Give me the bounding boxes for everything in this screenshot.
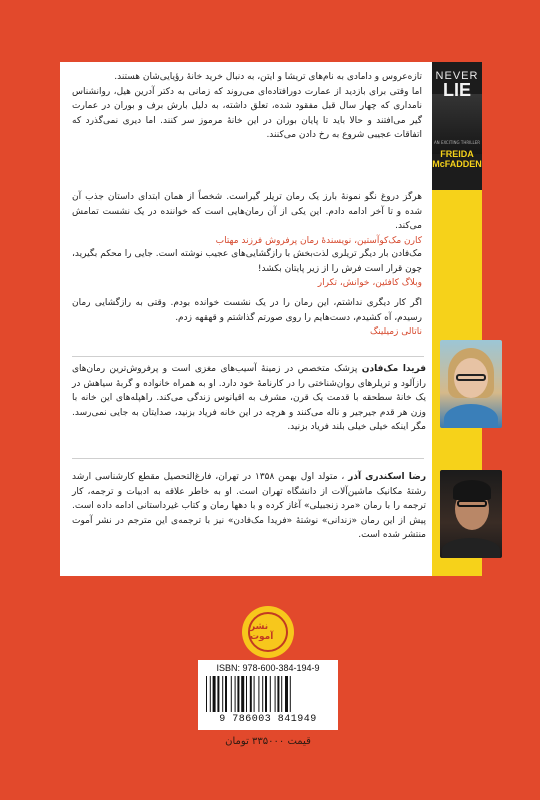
author-bio [72,362,426,435]
cover-author-line1: FREIDA [440,149,474,159]
translator-shirt [442,538,500,558]
review-source: کارن مک‌کوآستین، نویسندهٔ رمان پرفروش فرزند مهتاب [215,235,422,246]
review-2 [72,247,422,291]
cover-title-line1: NEVER [435,70,479,82]
review-text: هرگز دروغ نگو نمونهٔ بارز یک رمان تریلر گیراست. شخصاً از همان ابتدای داستان جذب آن شده و تا آخر ادامه دادم. این یکی از آن رمان‌هایی است که خواننده در یک نشست تمامش می‌کند. [72,192,422,232]
author-bio-text: پزشک متخصص در زمینهٔ آسیب‌های مغزی است و پرفروش‌ترین رمان‌های رازآلود و تریلرهای روان‌شناختی را در کارنامهٔ خود دارد. او به همراه خانواده و گربهٔ سیاهش در یک خانهٔ سطحقه با قدمت یک قرن، مشرف به اقیانوس زندگی می‌کند. راهپله‌های این خانه با وزن هر قدم جیرجیر و ناله می‌کنند و هرچه در این خانه فریاد بزنید، صدایتان به جایی نمی‌رسد. مگر اینکه خیلی خیلی بلند فریاد بزنید. [72,364,426,433]
review-1 [72,190,422,248]
barcode-icon [206,676,330,712]
price-label: قیمت ۳۳۵۰۰۰ تومان [225,736,311,747]
section-divider [72,356,424,357]
section-divider [72,458,424,459]
cover-author-line2: McFADDEN [432,159,482,169]
cover-title-line2: LIE [442,80,471,100]
synopsis [72,70,422,143]
barcode-area [198,660,338,730]
translator-name: رضا اسکندری آذر [348,472,427,482]
author-glasses [456,374,486,381]
translator-glasses [457,500,487,507]
review-text: مک‌فادن بار دیگر تریلری لذت‌بخش با رازگشایی‌های عجیب نوشته است. جایی را محکم بگیرید، چون قرار است فرش را از زیر پایتان بکشد! [72,249,422,274]
translator-photo [440,470,502,558]
synopsis-para1: تازه‌عروس و دامادی به نام‌های تریشا و ایتن، به دنبال خرید خانهٔ رؤیایی‌شان هستند. [114,72,422,82]
publisher-logo [242,606,294,658]
author-name: فریدا مک‌فادن [361,364,426,374]
barcode-number: 9 786003 841949 [219,714,317,725]
review-source: ناتالی زمیلینگ [370,327,422,338]
book-cover-thumbnail [432,62,482,190]
publisher-logo-text: نشر آموت [248,612,288,652]
translator-bio-text: ، متولد اول بهمن ۱۳۵۸ در تهران، فارغ‌التحصیل مقطع کارشناسی ارشد رشتهٔ مکانیک ماشین‌آلات از دانشگاه تهران است. او به خاطر علاقه به ادبیات و ترجمه، کار ترجمه را با رمان «مرد زنجبیلی» آغاز کرده و با دهها رمان و کتاب غیرداستانی ادامه داده است. پیش از این رمان «زندانی» نوشتهٔ «فریدا مک‌فادن» نیز با ترجمه‌ی این مترجم در نشر آموت منتشر شده است. [72,472,426,541]
author-shirt [444,404,498,428]
review-source: وبلاگ کافئین، خوانش، تکرار [317,278,422,289]
synopsis-para2: اما وقتی برای بازدید از عمارت دورافتاده‌ای می‌روند که زمانی به دکتر آدرین هیل، روانشناس نامداری که چهار سال قبل مفقود شده، تعلق داشته، به دلیل بارش برف و بوران در عمارت گیر می‌افتند و حالا باید تا پایان بوران در این خانهٔ مرموز سر کنند. اما دیری نمی‌گذرد که اتفاقات عجیبی شروع به رخ دادن می‌کنند. [72,86,422,141]
author-photo [440,340,502,428]
review-text: اگر کار دیگری نداشتم، این رمان را در یک نشست خوانده بودم. وقتی به رازگشایی رمان رسیدم، آه کشیدم، دست‌هایم را روی صورتم گذاشتم و قهقهه زدم. [72,298,422,323]
translator-bio [72,470,426,543]
translator-hair [453,480,491,500]
isbn-label: ISBN: 978-600-384-194-9 [216,663,320,673]
cover-tagline: AN EXCITING THRILLER [433,140,481,145]
review-3 [72,296,422,340]
